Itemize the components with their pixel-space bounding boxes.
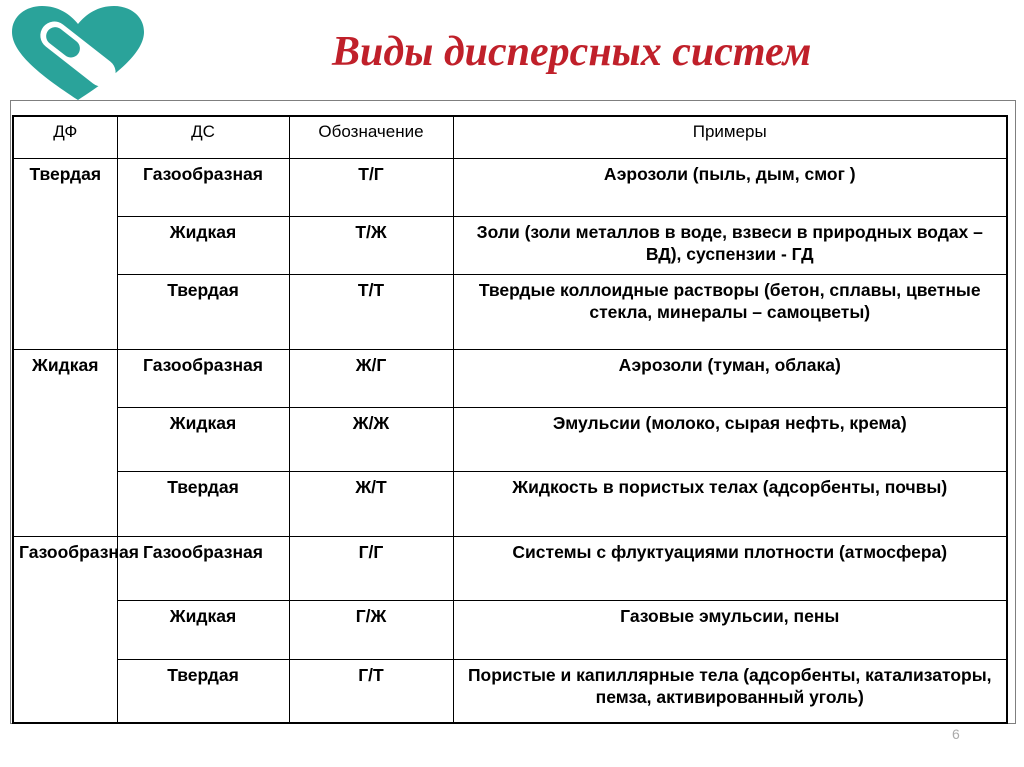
notation-cell: Г/Ж xyxy=(289,600,453,659)
notation-cell: Ж/Т xyxy=(289,471,453,536)
notation-cell: Т/Т xyxy=(289,274,453,349)
examples-cell: Пористые и капиллярные тела (адсорбенты, катализаторы, пемза, активированный уголь) xyxy=(453,659,1007,723)
examples-cell: Твердые коллоидные растворы (бетон, сплавы, цветные стекла, минералы – самоцветы) xyxy=(453,274,1007,349)
ds-cell: Жидкая xyxy=(117,407,289,471)
ds-cell: Жидкая xyxy=(117,216,289,274)
ds-cell: Газообразная xyxy=(117,158,289,216)
notation-cell: Т/Ж xyxy=(289,216,453,274)
table-header-row xyxy=(13,116,1007,158)
table-row xyxy=(13,471,1007,536)
table-row xyxy=(13,274,1007,349)
examples-cell: Аэрозоли (пыль, дым, смог ) xyxy=(453,158,1007,216)
ds-cell: Твердая xyxy=(117,471,289,536)
ds-cell: Твердая xyxy=(117,274,289,349)
ds-cell: Газообразная xyxy=(117,536,289,600)
table-row xyxy=(13,659,1007,723)
df-cell: Твердая xyxy=(13,158,117,349)
page-title: Виды дисперсных систем xyxy=(332,29,812,75)
ds-cell: Твердая xyxy=(117,659,289,723)
notation-cell: Г/Г xyxy=(289,536,453,600)
header-ds: ДС xyxy=(117,116,289,158)
table-row xyxy=(13,600,1007,659)
notation-cell: Ж/Г xyxy=(289,349,453,407)
examples-cell: Газовые эмульсии, пены xyxy=(453,600,1007,659)
df-cell: Жидкая xyxy=(13,349,117,536)
df-cell: Газообразная xyxy=(13,536,117,723)
header-examples: Примеры xyxy=(453,116,1007,158)
notation-cell: Ж/Ж xyxy=(289,407,453,471)
table-row xyxy=(13,349,1007,407)
header-notation: Обозначение xyxy=(289,116,453,158)
table-row xyxy=(13,407,1007,471)
header-df: ДФ xyxy=(13,116,117,158)
notation-cell: Г/Т xyxy=(289,659,453,723)
page-number: 6 xyxy=(952,726,960,742)
ds-cell: Жидкая xyxy=(117,600,289,659)
examples-cell: Системы с флуктуациями плотности (атмосфера) xyxy=(453,536,1007,600)
table-row xyxy=(13,158,1007,216)
table-row xyxy=(13,536,1007,600)
disperse-systems-table xyxy=(12,115,1008,724)
examples-cell: Жидкость в пористых телах (адсорбенты, почвы) xyxy=(453,471,1007,536)
table-row xyxy=(13,216,1007,274)
examples-cell: Золи (золи металлов в воде, взвеси в природных водах – ВД), суспензии - ГД xyxy=(453,216,1007,274)
notation-cell: Т/Г xyxy=(289,158,453,216)
examples-cell: Эмульсии (молоко, сырая нефть, крема) xyxy=(453,407,1007,471)
ds-cell: Газообразная xyxy=(117,349,289,407)
examples-cell: Аэрозоли (туман, облака) xyxy=(453,349,1007,407)
heart-pill-logo-icon xyxy=(8,4,148,104)
